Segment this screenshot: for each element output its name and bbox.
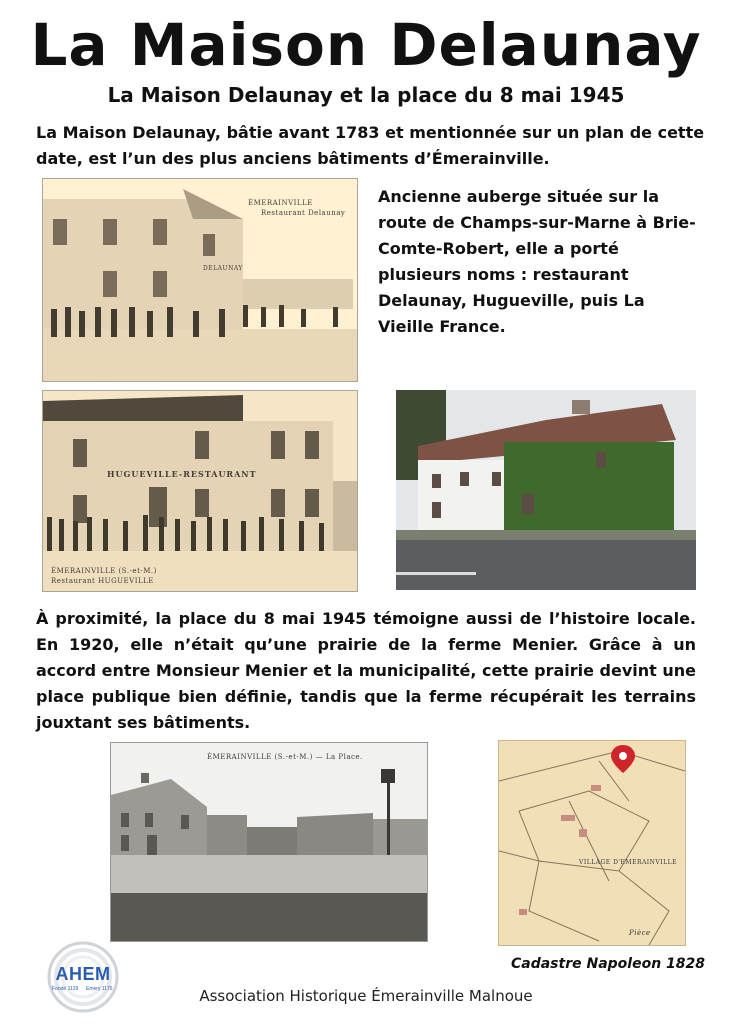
photo-restaurant-delaunay: [42, 178, 358, 382]
logo-right-text: Emery 1176: [86, 986, 113, 992]
photo-maison-today: [396, 390, 696, 590]
intro-paragraph: La Maison Delaunay, bâtie avant 1783 et mentionnée sur un plan de cette date, est l’un des plus anciens bâtiments d’Émerainville.: [36, 123, 705, 168]
photo-maison-today-drawing: [396, 390, 696, 590]
photo-la-place: [110, 742, 428, 942]
photo-la-place-drawing: [111, 743, 427, 941]
photo-restaurant-hugueville: [42, 390, 358, 592]
logo-name: AHEM: [55, 964, 111, 984]
photo-caption-line: ÉMERAINVILLE (S.-et-M.): [51, 567, 157, 575]
page-subtitle: La Maison Delaunay et la place du 8 mai 1945: [107, 83, 625, 107]
photo-caption-line: Restaurant Delaunay: [261, 209, 346, 217]
place-paragraph: À proximité, la place du 8 mai 1945 témoigne aussi de l’histoire locale. En 1920, elle n’était qu’une prairie de la ferme Menier. Grâce à un accord entre Monsieur Menier et la municipalité, cette prairie devint une place publique bien définie, tandis que la ferme récupérait les terrains jouxtant ses bâtiments.: [36, 609, 696, 732]
photo-restaurant-hugueville-drawing: [43, 391, 357, 591]
ahem-logo: [46, 940, 120, 1014]
photo-caption-line: Restaurant HUGUEVILLE: [51, 577, 154, 585]
map-caption: Cadastre Napoleon 1828: [510, 956, 705, 972]
photo-sign: HUGUEVILLE-RESTAURANT: [107, 469, 257, 479]
cadastre-map-drawing: [499, 741, 685, 945]
logo-left-text: Fondé 1129: [52, 986, 79, 992]
map-label: VILLAGE D'EMERAINVILLE: [579, 859, 677, 866]
auberge-paragraph: Ancienne auberge située sur la route de Champs-sur-Marne à Brie-Comte-Robert, elle a porté plusieurs noms : restaurant Delaunay, Hugueville, puis La Vieille France.: [378, 187, 696, 336]
map-label: Pièce: [629, 929, 651, 937]
photo-caption-line: ÉMERAINVILLE: [248, 199, 313, 207]
page-title: La Maison Delaunay: [30, 11, 702, 79]
photo-caption-line: ÉMERAINVILLE (S.-et-M.) — La Place.: [207, 753, 363, 761]
footer-association: Association Historique Émerainville Malnoue: [199, 987, 533, 1005]
photo-sign: DELAUNAY: [203, 265, 243, 272]
cadastre-map: [498, 740, 686, 946]
